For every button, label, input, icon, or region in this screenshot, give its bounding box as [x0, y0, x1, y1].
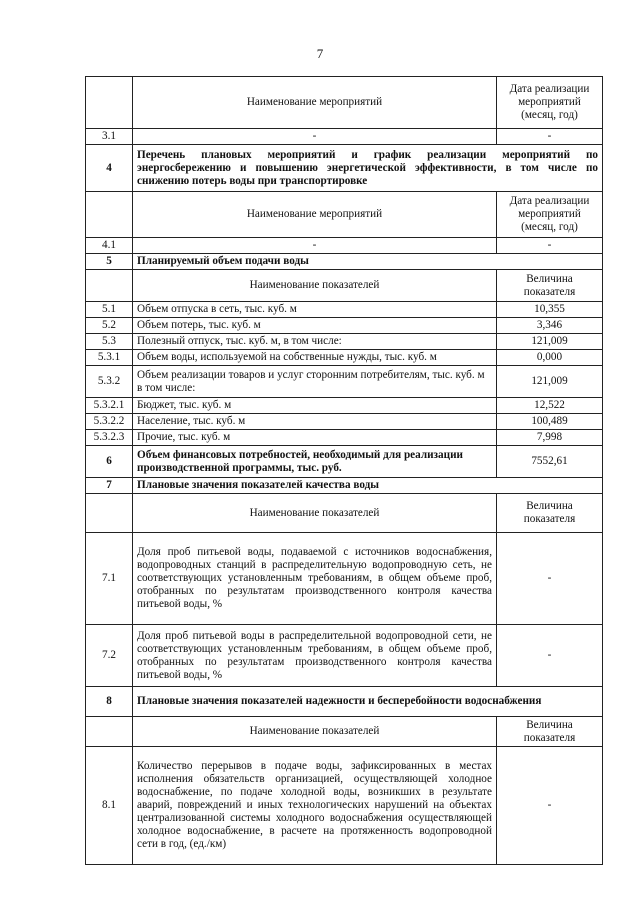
row-value: 10,355: [497, 302, 603, 318]
row-value: 0,000: [497, 350, 603, 366]
table-row: [86, 430, 603, 446]
page-number: 7: [316, 46, 324, 61]
row-number: 3.1: [86, 129, 133, 145]
row-number: 8.1: [86, 747, 133, 865]
row-value: -: [497, 533, 603, 625]
header-number-cell: [86, 270, 133, 302]
section-title: Планируемый объем подачи воды: [133, 254, 603, 270]
table-row: [86, 533, 603, 625]
table-row: [86, 398, 603, 414]
row-number: 5.3.2.1: [86, 398, 133, 414]
row-value: 7552,61: [497, 446, 603, 478]
section-title: Плановые значения показателей качества воды: [133, 478, 603, 494]
row-number: 5.3.1: [86, 350, 133, 366]
header-name-cell: Наименование мероприятий: [133, 77, 497, 129]
row-name: -: [133, 129, 497, 145]
row-name: Объем финансовых потребностей, необходимый для реализации производственной программы, тыс. руб.: [133, 446, 497, 478]
section-row: [86, 145, 603, 192]
table-row: [86, 366, 603, 398]
row-name: Объем воды, используемой на собственные нужды, тыс. куб. м: [133, 350, 497, 366]
row-number: 7.1: [86, 533, 133, 625]
header-number-cell: [86, 717, 133, 747]
table-header-row: [86, 192, 603, 238]
table-header-row: [86, 270, 603, 302]
header-name-cell: Наименование показателей: [133, 270, 497, 302]
row-value: 12,522: [497, 398, 603, 414]
row-name: Бюджет, тыс. куб. м: [133, 398, 497, 414]
row-value: -: [497, 747, 603, 865]
table-row: [86, 350, 603, 366]
section-title: Плановые значения показателей надежности и бесперебойности водоснабжения: [133, 687, 603, 717]
table-header-row: [86, 494, 603, 533]
row-name: Прочие, тыс. куб. м: [133, 430, 497, 446]
row-value: -: [497, 129, 603, 145]
section-number: 7: [86, 478, 133, 494]
row-number: 5.1: [86, 302, 133, 318]
row-number: 5.3.2.3: [86, 430, 133, 446]
table-row: [86, 318, 603, 334]
row-name: Объем потерь, тыс. куб. м: [133, 318, 497, 334]
header-value-cell: Дата реализации мероприятий (месяц, год): [497, 192, 603, 238]
row-number: 6: [86, 446, 133, 478]
row-value: 3,346: [497, 318, 603, 334]
row-number: 5.2: [86, 318, 133, 334]
row-value: 121,009: [497, 334, 603, 350]
row-number: 5.3: [86, 334, 133, 350]
section-title: Перечень плановых мероприятий и график реализации мероприятий по энергосбережению и повышению энергетической эффективности, в том числе по снижению потерь воды при транспортировке: [133, 145, 603, 192]
table-header-row: [86, 717, 603, 747]
section-number: 8: [86, 687, 133, 717]
row-value: -: [497, 238, 603, 254]
header-name-cell: Наименование показателей: [133, 717, 497, 747]
table-row: [86, 129, 603, 145]
row-value: 7,998: [497, 430, 603, 446]
table-header-row: [86, 77, 603, 129]
row-value: 121,009: [497, 366, 603, 398]
header-value-cell: Величина показателя: [497, 270, 603, 302]
section-row: [86, 254, 603, 270]
row-number: 5.3.2: [86, 366, 133, 398]
section-row: [86, 687, 603, 717]
table-row: [86, 334, 603, 350]
row-number: 7.2: [86, 625, 133, 687]
header-number-cell: [86, 494, 133, 533]
section-number: 5: [86, 254, 133, 270]
table-row: [86, 302, 603, 318]
row-name: -: [133, 238, 497, 254]
table-row: [86, 446, 603, 478]
row-name: Доля проб питьевой воды, подаваемой с источников водоснабжения, водопроводных станций в распределительную водопроводную сеть, не соответствующих установленным требованиям, в общем объеме проб, отобранных по результатам производственного контроля качества питьевой воды, %: [133, 533, 497, 625]
row-name: Объем отпуска в сеть, тыс. куб. м: [133, 302, 497, 318]
header-name-cell: Наименование мероприятий: [133, 192, 497, 238]
header-number-cell: [86, 77, 133, 129]
row-name: Количество перерывов в подаче воды, зафиксированных в местах исполнения обязательств организацией, осуществляющей холодное водоснабжение, по подаче холодной воды, возникших в результате аварий, повреждений и иных технологических нарушений на объектах централизованной системы холодного водоснабжения осуществляющей холодное водоснабжение, в расчете на протяженность водопроводной сети в год, (ед./км): [133, 747, 497, 865]
row-value: 100,489: [497, 414, 603, 430]
table-row: [86, 238, 603, 254]
header-name-cell: Наименование показателей: [133, 494, 497, 533]
row-number: 5.3.2.2: [86, 414, 133, 430]
section-number: 4: [86, 145, 133, 192]
section-row: [86, 478, 603, 494]
row-number: 4.1: [86, 238, 133, 254]
header-value-cell: Дата реализации мероприятий (месяц, год): [497, 77, 603, 129]
production-program-table: [85, 76, 603, 865]
header-value-cell: Величина показателя: [497, 494, 603, 533]
row-value: -: [497, 625, 603, 687]
header-value-cell: Величина показателя: [497, 717, 603, 747]
row-name: Доля проб питьевой воды в распределительной водопроводной сети, не соответствующих установленным требованиям, в общем объеме проб, отобранных по результатам производственного контроля качества питьевой воды, %: [133, 625, 497, 687]
table-row: [86, 625, 603, 687]
row-name: Полезный отпуск, тыс. куб. м, в том числе:: [133, 334, 497, 350]
table-row: [86, 414, 603, 430]
table-row: [86, 747, 603, 865]
row-name: Население, тыс. куб. м: [133, 414, 497, 430]
row-name: Объем реализации товаров и услуг сторонним потребителям, тыс. куб. м в том числе:: [133, 366, 497, 398]
header-number-cell: [86, 192, 133, 238]
